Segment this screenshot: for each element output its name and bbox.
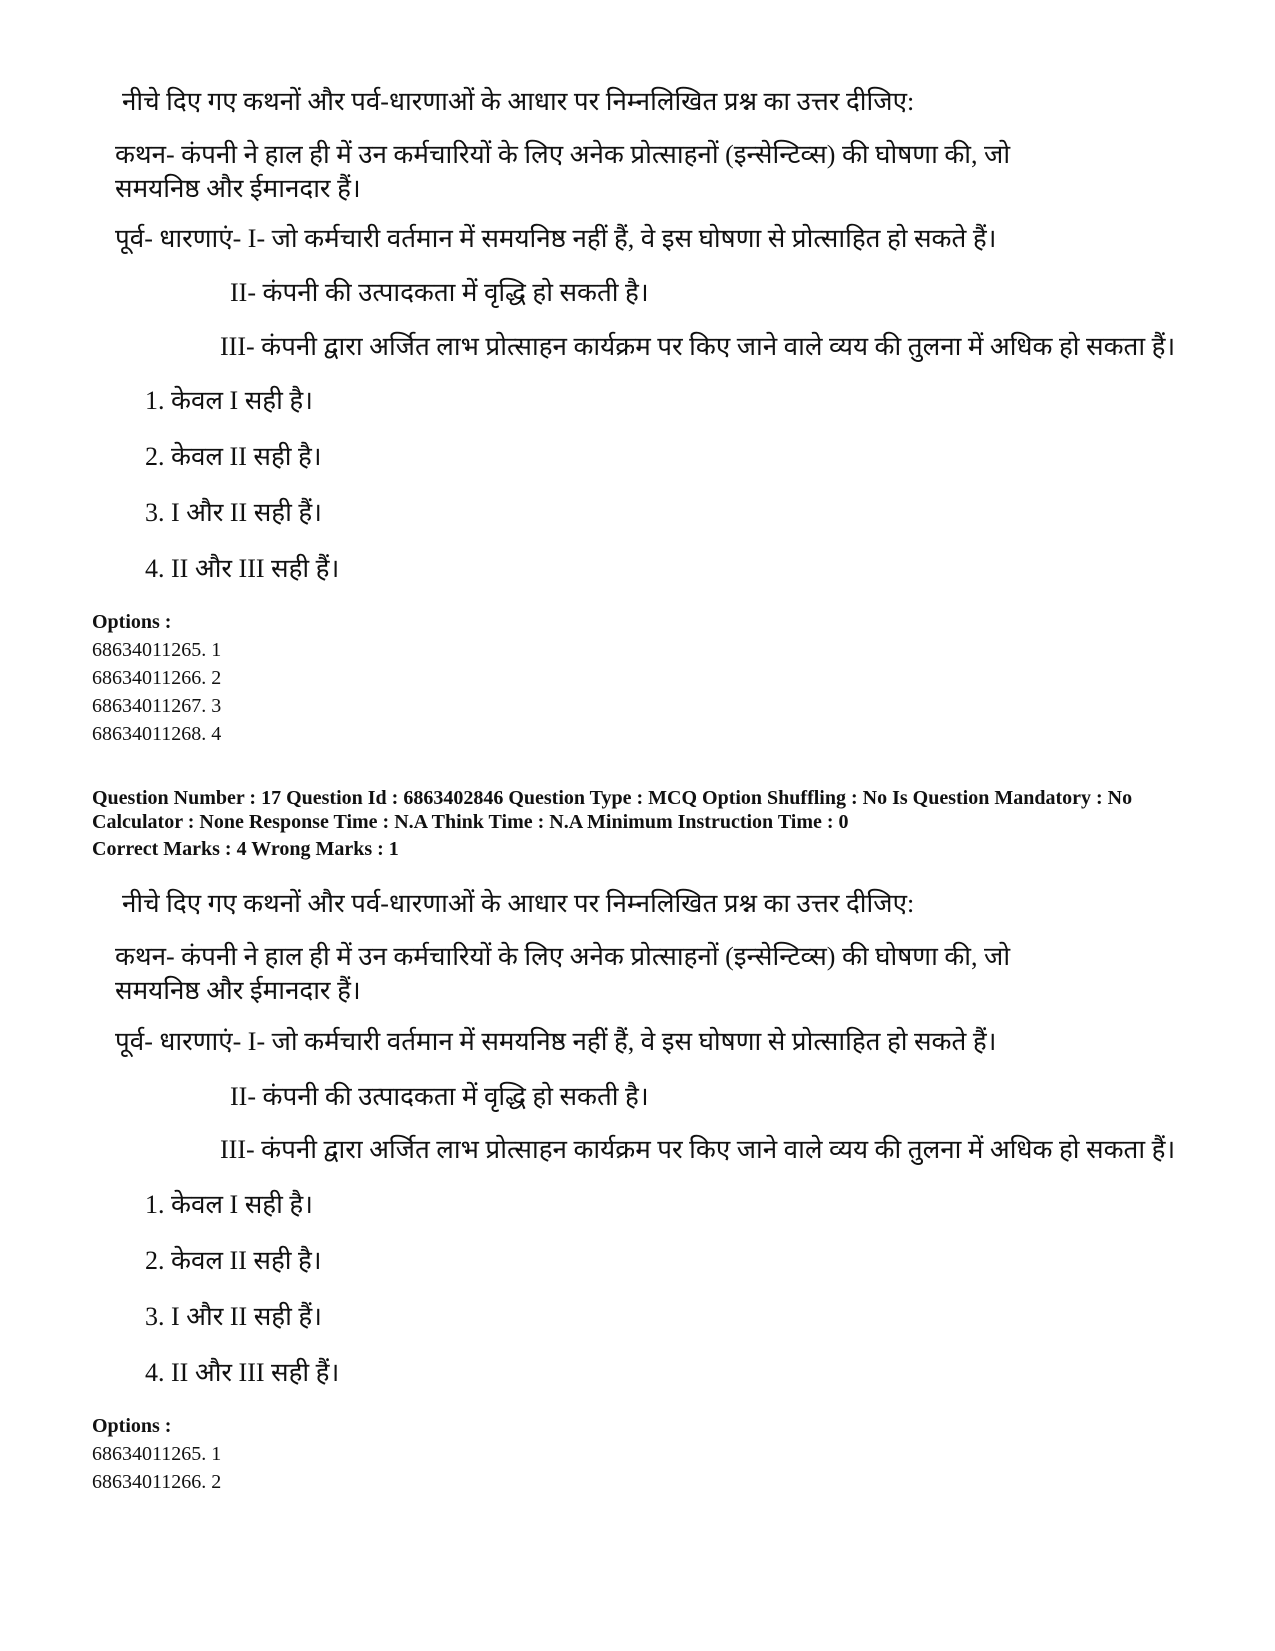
options-label: Options : xyxy=(92,611,172,633)
question-instruction: नीचे दिए गए कथनों और पर्व-धारणाओं के आधार पर निम्नलिखित प्रश्न का उत्तर दीजिए: xyxy=(122,87,915,116)
assumption-2: II- कंपनी की उत्पादकता में वृद्धि हो सकती है। xyxy=(230,278,649,307)
question-statement: कथन- कंपनी ने हाल ही में उन कर्मचारियों के लिए अनेक प्रोत्साहनों (इन्सेन्टिव्स) की घोषणा की, जो समयनिष्ठ और ईमानदार हैं। xyxy=(115,942,1011,1005)
answer-choice-2: 2. केवल II सही है। xyxy=(145,442,322,471)
option-item: 68634011265. 1 xyxy=(92,1443,222,1465)
answer-choice-1: 1. केवल I सही है। xyxy=(145,1190,313,1219)
option-item: 68634011265. 1 xyxy=(92,639,222,661)
assumption-2: II- कंपनी की उत्पादकता में वृद्धि हो सकती है। xyxy=(230,1082,649,1111)
answer-choice-1: 1. केवल I सही है। xyxy=(145,386,313,415)
option-item: 68634011268. 4 xyxy=(92,723,222,745)
marks-info: Correct Marks : 4 Wrong Marks : 1 xyxy=(92,838,399,860)
option-item: 68634011267. 3 xyxy=(92,695,222,717)
options-label: Options : xyxy=(92,1415,172,1437)
question-instruction: नीचे दिए गए कथनों और पर्व-धारणाओं के आधार पर निम्नलिखित प्रश्न का उत्तर दीजिए: xyxy=(122,889,915,918)
assumption-3: III- कंपनी द्वारा अर्जित लाभ प्रोत्साहन कार्यक्रम पर किए जाने वाले व्यय की तुलना में अधिक हो सकता हैं। xyxy=(220,1135,1176,1164)
question-meta: Question Number : 17 Question Id : 6863402846 Question Type : MCQ Option Shuffling : No Is Question Mandatory : No Calculator : None Response Time : N.A Think Time : N.A Minimum Instruction Time : 0 xyxy=(92,787,1133,833)
option-item: 68634011266. 2 xyxy=(92,667,222,689)
answer-choice-2: 2. केवल II सही है। xyxy=(145,1246,322,1275)
assumption-1: पूर्व- धारणाएं- I- जो कर्मचारी वर्तमान में समयनिष्ठ नहीं हैं, वे इस घोषणा से प्रोत्साहित हो सकते हैं। xyxy=(115,224,997,253)
answer-choice-3: 3. I और II सही हैं। xyxy=(145,498,322,527)
assumption-3: III- कंपनी द्वारा अर्जित लाभ प्रोत्साहन कार्यक्रम पर किए जाने वाले व्यय की तुलना में अधिक हो सकता हैं। xyxy=(220,332,1176,361)
assumption-1: पूर्व- धारणाएं- I- जो कर्मचारी वर्तमान में समयनिष्ठ नहीं हैं, वे इस घोषणा से प्रोत्साहित हो सकते हैं। xyxy=(115,1027,997,1056)
answer-choice-4: 4. II और III सही हैं। xyxy=(145,554,340,583)
answer-choice-4: 4. II और III सही हैं। xyxy=(145,1358,340,1387)
answer-choice-3: 3. I और II सही हैं। xyxy=(145,1302,322,1331)
question-statement: कथन- कंपनी ने हाल ही में उन कर्मचारियों के लिए अनेक प्रोत्साहनों (इन्सेन्टिव्स) की घोषणा की, जो समयनिष्ठ और ईमानदार हैं। xyxy=(115,140,1011,203)
option-item: 68634011266. 2 xyxy=(92,1471,222,1493)
